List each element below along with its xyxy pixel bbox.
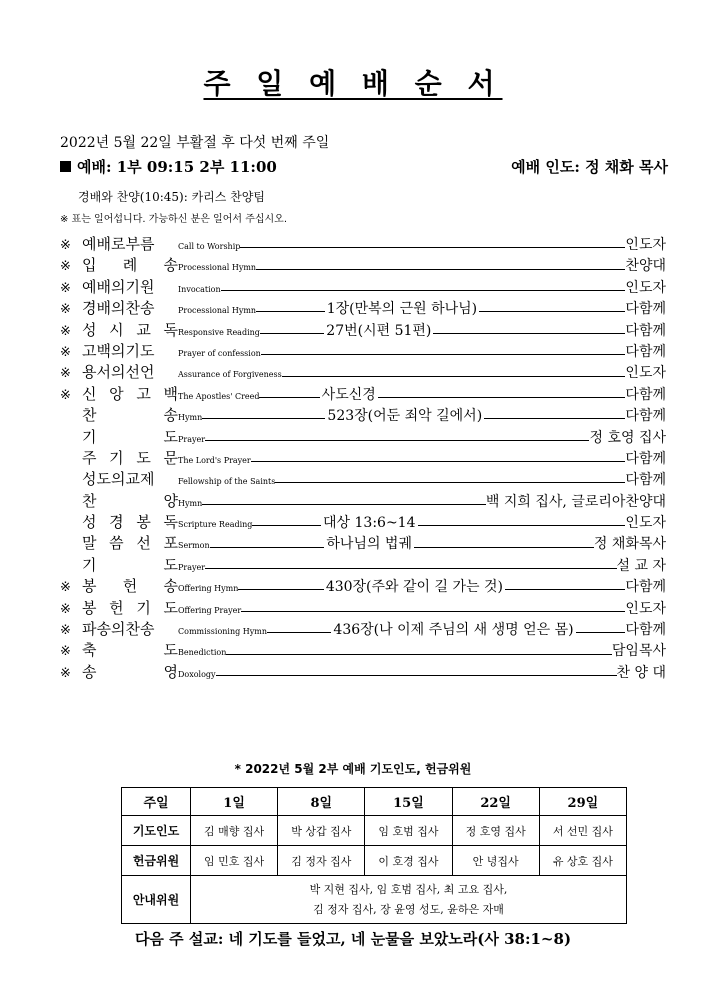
- order-item-leader: 다함께: [625, 322, 666, 339]
- order-item-leader: 인도자: [625, 365, 666, 382]
- order-item-name: 예배의기원: [82, 277, 155, 296]
- order-item-english: The Lord's Prayer: [178, 455, 251, 465]
- order-item-detail: 1장(만복의 근원 하나님): [326, 301, 478, 318]
- page-title: 주 일 예 배 순 서: [203, 67, 503, 100]
- order-item-leader: 다함께: [625, 301, 666, 318]
- order-item-name: 신 앙 고 백: [82, 384, 178, 403]
- stand-mark: ※: [60, 644, 71, 660]
- column-header: 8일: [278, 788, 365, 816]
- order-item-leader: 다함께: [625, 622, 666, 639]
- leader-line: [252, 525, 321, 526]
- table-header-row: [122, 788, 627, 816]
- order-item-english: Offering Prayer: [178, 605, 242, 615]
- order-item-name: 찬 양: [82, 491, 178, 510]
- order-item-leader: 찬 양 대: [616, 664, 666, 681]
- order-item-english: Scripture Reading: [178, 520, 253, 530]
- order-item-leader: 인도자: [625, 515, 666, 532]
- order-item-leader: 정 호영 집사: [589, 429, 666, 446]
- order-item-english: The Apostles' Creed: [178, 391, 260, 401]
- order-item-name: 기 도: [82, 427, 178, 446]
- leader-line: [259, 397, 319, 398]
- table-cell: 유 상호 집사: [539, 846, 626, 876]
- stand-mark: ※: [60, 323, 71, 339]
- square-bullet-icon: [60, 161, 71, 172]
- order-item-detail: 436장(나 이제 주님의 새 생명 얻은 몸): [333, 622, 574, 639]
- leader-line: [505, 589, 625, 590]
- order-item-detail: 하나님의 법궤: [326, 536, 412, 553]
- leader-line: [205, 440, 589, 441]
- leader-line: [418, 525, 626, 526]
- column-header: 15일: [365, 788, 452, 816]
- leader-line: [221, 290, 626, 291]
- order-item-english: Doxology: [178, 669, 216, 679]
- order-item: [60, 384, 666, 405]
- order-item-english: Prayer of confession: [178, 348, 261, 358]
- order-item: [60, 469, 666, 490]
- order-item-name: 봉 헌 송: [82, 577, 178, 596]
- order-item-name: 성도의교제: [82, 470, 155, 489]
- order-item-detail: 523장(어둔 죄악 길에서): [327, 408, 483, 425]
- order-item: [60, 533, 666, 554]
- leader-line: [433, 333, 625, 334]
- order-item-name: 성 경 봉 독: [82, 513, 178, 532]
- order-item-english: Fellowship of the Saints: [178, 477, 276, 487]
- order-item-detail: 430장(주와 같이 길 가는 것): [325, 579, 503, 596]
- order-item-name: 기 도: [82, 555, 178, 574]
- order-item-english: Processional Hymn: [178, 263, 257, 273]
- next-sermon: 다음 주 설교: 네 기도를 들었고, 네 눈물을 보았노라(사 38:1~8): [134, 930, 572, 948]
- schedule-title: * 2022년 5월 2부 예배 기도인도, 헌금위원: [234, 762, 472, 776]
- service-leader: 예배 인도: 정 채화 목사: [511, 158, 668, 176]
- order-of-worship: [60, 234, 666, 683]
- order-item-leader: 찬양대: [625, 258, 666, 275]
- table-cell: 서 선민 집사: [539, 816, 626, 846]
- order-item-name: 성 시 교 독: [82, 320, 178, 339]
- order-item: [60, 298, 666, 319]
- order-item-name: 입 례 송: [82, 256, 178, 275]
- row-header: 안내위원: [122, 876, 191, 924]
- order-item-leader: 인도자: [625, 600, 666, 617]
- order-item-english: Assurance of Forgiveness: [178, 370, 282, 380]
- stand-mark: ※: [60, 238, 71, 253]
- leader-line: [282, 376, 626, 377]
- table-cell: 김 정자 집사: [278, 846, 365, 876]
- leader-line: [256, 311, 325, 312]
- stand-mark: ※: [60, 601, 71, 617]
- table-cell: 이 호경 집사: [365, 846, 452, 876]
- table-cell: 임 민호 집사: [191, 846, 278, 876]
- service-line: [60, 156, 668, 177]
- order-item-english: Hymn: [178, 413, 203, 423]
- row-header: 기도인도: [122, 816, 191, 846]
- date-line: 2022년 5월 22일 부활절 후 다섯 번째 주일: [60, 135, 330, 151]
- leader-line: [414, 547, 594, 548]
- order-item-name: 봉 헌 기 도: [82, 598, 178, 617]
- leader-line: [479, 311, 625, 312]
- order-item-name: 찬 송: [82, 406, 178, 425]
- order-item: [60, 320, 666, 341]
- row-header: 헌금위원: [122, 846, 191, 876]
- leader-line: [484, 418, 625, 419]
- order-item-leader: 인도자: [625, 279, 666, 296]
- order-item-english: Benediction: [178, 648, 227, 658]
- service-times: 예배: 1부 09:15 2부 11:00: [77, 158, 277, 176]
- order-item-english: Offering Hymn: [178, 584, 239, 594]
- stand-mark: ※: [60, 387, 71, 403]
- leader-line: [378, 397, 626, 398]
- leader-line: [241, 611, 625, 612]
- order-item: [60, 640, 666, 661]
- order-item-english: Invocation: [178, 284, 221, 294]
- order-item-leader: 다함께: [625, 579, 666, 596]
- order-item: [60, 341, 666, 362]
- leader-line: [267, 632, 331, 633]
- leader-line: [216, 675, 617, 676]
- order-item-leader: 다함께: [625, 386, 666, 403]
- table-row: [122, 816, 627, 846]
- ushers-line: 김 정자 집사, 장 윤영 성도, 윤하은 자매: [313, 902, 504, 916]
- order-item-name: 예배로부름: [82, 235, 155, 253]
- table-cell: 정 호영 집사: [452, 816, 539, 846]
- order-item: [60, 662, 666, 683]
- order-item: [60, 362, 666, 383]
- order-item: [60, 234, 666, 255]
- order-item-english: Processional Hymn: [178, 306, 257, 316]
- order-item-english: Hymn: [178, 498, 203, 508]
- order-item: [60, 277, 666, 298]
- leader-line: [238, 589, 323, 590]
- column-header: 주일: [122, 788, 191, 816]
- order-item-detail: 27번(시편 51편): [326, 322, 432, 339]
- order-item-name: 경배의찬송: [82, 299, 155, 318]
- leader-line: [256, 269, 625, 270]
- order-item: [60, 405, 666, 426]
- order-item-leader: 백 지희 집사, 글로리아찬양대: [485, 493, 666, 510]
- order-item: [60, 555, 666, 576]
- leader-line: [202, 504, 486, 505]
- order-item: [60, 491, 666, 512]
- leader-line: [275, 482, 625, 483]
- praise-line: 경배와 찬양(10:45): 카리스 찬양팀: [78, 190, 265, 204]
- order-item-detail: 대상 13:6~14: [323, 515, 416, 532]
- ushers-cell: [191, 876, 627, 924]
- order-item-name: 파송의찬송: [82, 620, 155, 639]
- order-item-english: Responsive Reading: [178, 327, 260, 337]
- standing-note: ※ 표는 일어섭니다. 가능하신 분은 일어서 주십시오.: [60, 214, 288, 225]
- column-header: 29일: [539, 788, 626, 816]
- order-item-english: Prayer: [178, 562, 206, 572]
- column-header: 1일: [191, 788, 278, 816]
- order-item-leader: 다함께: [625, 408, 666, 425]
- order-item: [60, 576, 666, 597]
- order-item-leader: 설 교 자: [616, 557, 666, 574]
- leader-line: [261, 354, 626, 355]
- table-cell: 안 녕집사: [452, 846, 539, 876]
- order-item-leader: 인도자: [625, 237, 666, 253]
- stand-mark: ※: [60, 665, 71, 681]
- order-item-english: Sermon: [178, 541, 210, 551]
- leader-line: [210, 547, 325, 548]
- order-item-english: Call to Worship: [178, 242, 241, 251]
- order-item-detail: 사도신경: [321, 386, 376, 403]
- order-item-leader: 다함께: [625, 450, 666, 467]
- stand-mark: ※: [60, 366, 71, 382]
- leader-line: [251, 461, 626, 462]
- stand-mark: ※: [60, 580, 71, 596]
- table-row: [122, 876, 627, 924]
- order-item-leader: 정 채화목사: [593, 536, 666, 553]
- leader-line: [240, 247, 625, 248]
- order-item: [60, 427, 666, 448]
- leader-line: [260, 333, 324, 334]
- stand-mark: ※: [60, 259, 71, 275]
- order-item-leader: 다함께: [625, 472, 666, 489]
- order-item-leader: 담임목사: [611, 643, 666, 660]
- table-cell: 임 호범 집사: [365, 816, 452, 846]
- order-item: [60, 598, 666, 619]
- order-item-leader: 다함께: [625, 343, 666, 360]
- order-item: [60, 448, 666, 469]
- stand-mark: ※: [60, 623, 71, 639]
- order-item-name: 고백의기도: [82, 341, 155, 360]
- column-header: 22일: [452, 788, 539, 816]
- order-item-name: 송 영: [82, 662, 178, 681]
- leader-line: [205, 568, 616, 569]
- order-item-english: Commissioning Hymn: [178, 627, 268, 637]
- ushers-line: 박 지현 집사, 임 호범 집사, 최 고요 집사,: [309, 882, 508, 896]
- table-cell: 김 매향 집사: [191, 816, 278, 846]
- schedule-table: [121, 787, 627, 924]
- stand-mark: ※: [60, 280, 71, 296]
- order-item: [60, 619, 666, 640]
- stand-mark: ※: [60, 302, 71, 318]
- table-cell: 박 상갑 집사: [278, 816, 365, 846]
- leader-line: [202, 418, 325, 419]
- leader-line: [226, 654, 611, 655]
- order-item: [60, 512, 666, 533]
- order-item-name: 축 도: [82, 641, 178, 660]
- leader-line: [576, 632, 626, 633]
- stand-mark: ※: [60, 344, 71, 360]
- order-item-name: 말 씀 선 포: [82, 534, 178, 553]
- order-item-english: Prayer: [178, 434, 206, 444]
- table-row: [122, 846, 627, 876]
- order-item: [60, 255, 666, 276]
- order-item-name: 용서의선언: [82, 363, 155, 382]
- order-item-name: 주 기 도 문: [82, 448, 178, 467]
